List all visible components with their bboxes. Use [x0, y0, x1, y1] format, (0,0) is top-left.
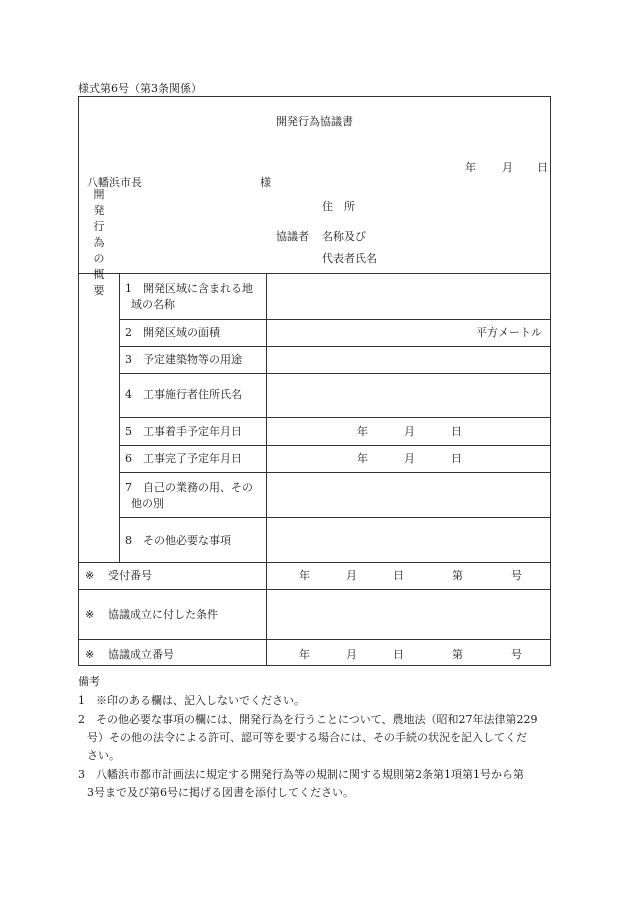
item-6-year: 年	[357, 452, 368, 465]
form-number: 様式第6号（第3条関係）	[78, 82, 202, 95]
agreement-number-label: 協議成立番号	[108, 648, 174, 661]
item-1-num: 1	[125, 282, 132, 295]
receipt-mark: ※	[85, 569, 95, 582]
agreement-dai: 第	[452, 648, 463, 661]
agreement-go: 号	[511, 648, 522, 661]
item-4-label: 工事施行者住所氏名	[143, 388, 242, 401]
overview-side-label: 開 発 行 為 の 概 要	[93, 188, 105, 297]
item-6-label: 工事完了予定年月日	[143, 452, 242, 465]
item-7-label: 自己の業務の用、その	[143, 481, 253, 494]
item-8-label: その他必要な事項	[143, 534, 231, 547]
form-title: 開発行為協議書	[276, 115, 353, 128]
addressee: 八幡浜市長	[87, 176, 142, 189]
note-2: 2 その他必要な事項の欄には、開発行為を行うことについて、農地法（昭和27年法律第229	[78, 713, 538, 726]
agreement-mark: ※	[85, 648, 95, 661]
item-7-num: 7	[125, 481, 132, 494]
receipt-dai: 第	[452, 569, 463, 582]
agreement-month: 月	[346, 648, 357, 661]
receipt-go: 号	[511, 569, 522, 582]
item-4-num: 4	[125, 388, 132, 401]
item-5-year: 年	[357, 425, 368, 438]
item-7-label-cont: 他の別	[131, 497, 164, 510]
receipt-number-label: 受付番号	[108, 569, 152, 582]
receipt-year: 年	[299, 569, 310, 582]
item-5-label: 工事着手予定年月日	[143, 425, 242, 438]
note-1: 1 ※印のある欄は、記入しないでください。	[78, 694, 305, 707]
item-6-num: 6	[125, 452, 132, 465]
applicant-role: 協議者	[276, 230, 309, 243]
date-day-label: 日	[537, 161, 548, 174]
area-unit: 平方メートル	[476, 326, 542, 339]
note-3: 3 八幡浜市都市計画法に規定する開発行為等の規制に関する規則第2条第1項第1号から第	[78, 768, 524, 781]
receipt-month: 月	[346, 569, 357, 582]
item-6-month: 月	[404, 452, 415, 465]
item-6-day: 日	[451, 452, 462, 465]
item-2-label: 開発区域の面積	[143, 326, 220, 339]
application-form	[78, 96, 551, 666]
date-year-label: 年	[465, 161, 476, 174]
item-1-label: 開発区域に含まれる地	[143, 282, 253, 295]
note-2-cont: 号）その他の法令による許可、認可等を要する場合には、その手続の状況を記入してくだ	[87, 731, 527, 744]
item-5-month: 月	[404, 425, 415, 438]
item-2-num: 2	[125, 326, 132, 339]
date-month-label: 月	[502, 161, 513, 174]
note-2-cont2: さい。	[87, 749, 120, 762]
name-label-2: 代表者氏名	[322, 252, 377, 265]
receipt-day: 日	[393, 569, 404, 582]
conditions-mark: ※	[85, 608, 95, 621]
note-3-cont: 3号まで及び第6号に掲げる図書を添付してください。	[87, 786, 354, 799]
item-5-day: 日	[451, 425, 462, 438]
item-1-label-cont: 域の名称	[131, 298, 175, 311]
item-5-num: 5	[125, 425, 132, 438]
notes-heading: 備考	[78, 675, 100, 688]
conditions-label: 協議成立に付した条件	[108, 608, 218, 621]
item-3-num: 3	[125, 353, 132, 366]
honorific: 様	[260, 176, 271, 189]
name-label-1: 名称及び	[322, 230, 366, 243]
item-8-num: 8	[125, 534, 132, 547]
agreement-day: 日	[393, 648, 404, 661]
address-label: 住 所	[322, 200, 355, 213]
agreement-year: 年	[299, 648, 310, 661]
item-3-label: 予定建築物等の用途	[143, 353, 242, 366]
